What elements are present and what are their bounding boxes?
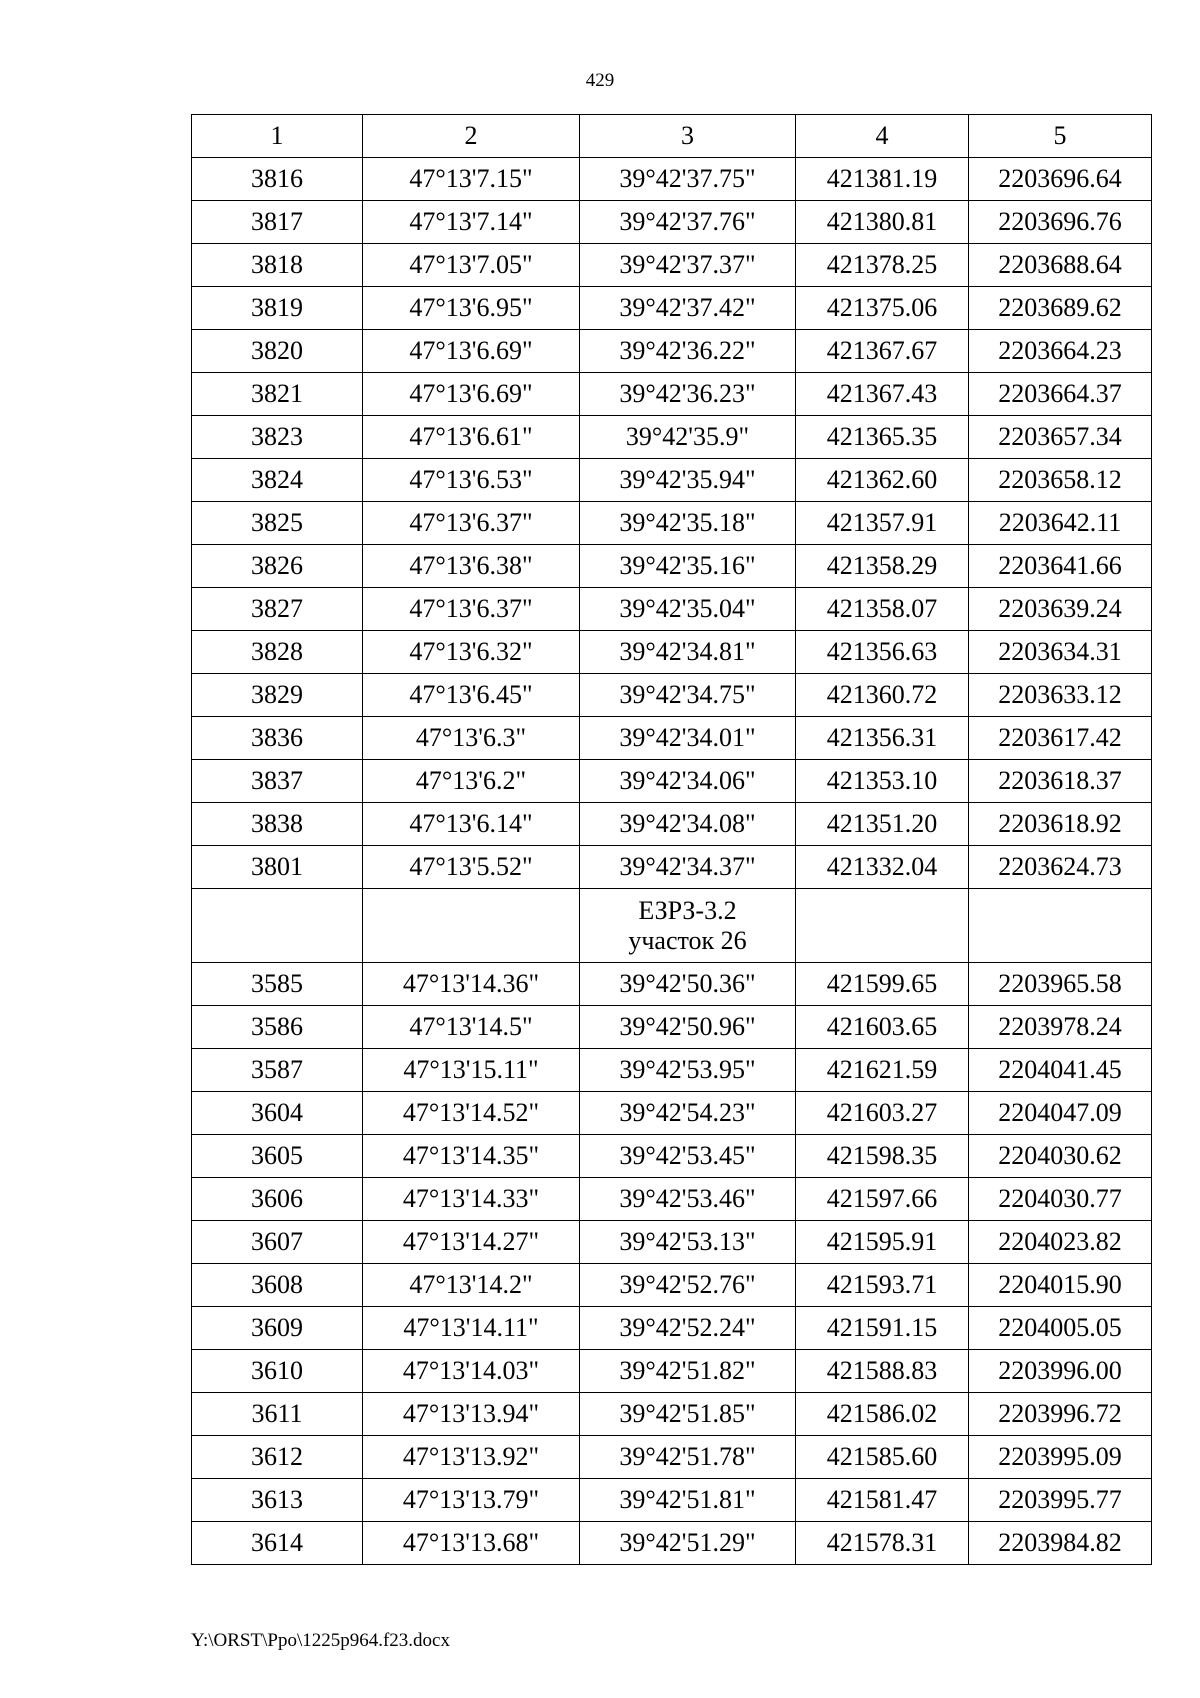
table-cell: 421585.60: [796, 1436, 969, 1479]
table-cell: 3817: [192, 201, 363, 244]
table-cell: 3610: [192, 1350, 363, 1393]
table-cell: 2204041.45: [969, 1049, 1152, 1092]
table-cell: 421357.91: [796, 502, 969, 545]
section-plot-label: участок 26: [628, 925, 747, 955]
table-cell: 2203664.23: [969, 330, 1152, 373]
header-row: [192, 115, 1152, 158]
table-cell: 3819: [192, 287, 363, 330]
table-cell: 47°13'5.52": [363, 846, 580, 889]
table-cell: 3828: [192, 631, 363, 674]
table-cell: 39°42'34.81": [580, 631, 796, 674]
table-cell: 421578.31: [796, 1522, 969, 1565]
table-cell: 421381.19: [796, 158, 969, 201]
table-cell: 3586: [192, 1006, 363, 1049]
table-row: [192, 201, 1152, 244]
table-cell: 47°13'13.68": [363, 1522, 580, 1565]
section-label-cell: [580, 889, 796, 963]
table-cell: 421586.02: [796, 1393, 969, 1436]
table-cell: [796, 889, 969, 963]
table-cell: 421367.43: [796, 373, 969, 416]
table-cell: 47°13'14.35": [363, 1135, 580, 1178]
table-cell: 2203996.00: [969, 1350, 1152, 1393]
table-cell: 2203978.24: [969, 1006, 1152, 1049]
table-cell: 3606: [192, 1178, 363, 1221]
table-row: [192, 760, 1152, 803]
table-cell: 39°42'51.85": [580, 1393, 796, 1436]
table-cell: 47°13'14.03": [363, 1350, 580, 1393]
table-cell: 3821: [192, 373, 363, 416]
table-cell: 39°42'51.29": [580, 1522, 796, 1565]
table-cell: 3587: [192, 1049, 363, 1092]
table-cell: 39°42'53.95": [580, 1049, 796, 1092]
table-cell: 39°42'35.9": [580, 416, 796, 459]
table-cell: 421588.83: [796, 1350, 969, 1393]
table-row: [192, 1307, 1152, 1350]
table-cell: 421353.10: [796, 760, 969, 803]
table-cell: 47°13'14.2": [363, 1264, 580, 1307]
table-cell: 3824: [192, 459, 363, 502]
table-cell: 421358.07: [796, 588, 969, 631]
table-cell: 3611: [192, 1393, 363, 1436]
table-row: [192, 1436, 1152, 1479]
table-row: [192, 545, 1152, 588]
table-cell: 39°42'50.96": [580, 1006, 796, 1049]
table-cell: 47°13'6.53": [363, 459, 580, 502]
table-cell: 2203965.58: [969, 963, 1152, 1006]
table-row: [192, 1178, 1152, 1221]
table-row: [192, 1393, 1152, 1436]
column-header: 3: [580, 115, 796, 158]
table-cell: [363, 889, 580, 963]
table-cell: 39°42'53.45": [580, 1135, 796, 1178]
section-zone-label: ЕЗРЗ-3.2: [638, 895, 737, 925]
table-row: [192, 1479, 1152, 1522]
table-cell: 421599.65: [796, 963, 969, 1006]
table-cell: 47°13'6.61": [363, 416, 580, 459]
table-cell: 47°13'14.27": [363, 1221, 580, 1264]
table-body-part2: [192, 963, 1152, 1565]
table-cell: 47°13'6.37": [363, 588, 580, 631]
table-cell: 421378.25: [796, 244, 969, 287]
table-row: [192, 588, 1152, 631]
table-cell: 3827: [192, 588, 363, 631]
table-cell: 47°13'14.52": [363, 1092, 580, 1135]
table-cell: 2204030.77: [969, 1178, 1152, 1221]
table-cell: 3829: [192, 674, 363, 717]
table-cell: 47°13'7.05": [363, 244, 580, 287]
table-cell: 39°42'37.42": [580, 287, 796, 330]
coordinates-table: [191, 114, 1152, 1565]
table-row: [192, 1221, 1152, 1264]
column-header: 4: [796, 115, 969, 158]
table-cell: 2203641.66: [969, 545, 1152, 588]
table-cell: 39°42'35.94": [580, 459, 796, 502]
table-cell: 3801: [192, 846, 363, 889]
table-cell: 47°13'6.69": [363, 330, 580, 373]
table-cell: 421581.47: [796, 1479, 969, 1522]
table-cell: 3605: [192, 1135, 363, 1178]
table-cell: 3612: [192, 1436, 363, 1479]
table-cell: 2203618.92: [969, 803, 1152, 846]
table-cell: 39°42'52.24": [580, 1307, 796, 1350]
column-header: 1: [192, 115, 363, 158]
table-cell: 2203995.09: [969, 1436, 1152, 1479]
table-cell: 2203617.42: [969, 717, 1152, 760]
table-cell: 39°42'50.36": [580, 963, 796, 1006]
table-cell: 2203688.64: [969, 244, 1152, 287]
table-cell: 39°42'34.08": [580, 803, 796, 846]
table-cell: 39°42'36.22": [580, 330, 796, 373]
table-row: [192, 1092, 1152, 1135]
table-cell: 39°42'35.16": [580, 545, 796, 588]
table-row: [192, 416, 1152, 459]
table-cell: 39°42'34.37": [580, 846, 796, 889]
table-header: [192, 115, 1152, 158]
table-cell: 47°13'14.36": [363, 963, 580, 1006]
table-cell: 39°42'37.75": [580, 158, 796, 201]
table-cell: 3609: [192, 1307, 363, 1350]
column-header: 2: [363, 115, 580, 158]
table-cell: 47°13'6.95": [363, 287, 580, 330]
table-cell: 2203984.82: [969, 1522, 1152, 1565]
section-row: [192, 889, 1152, 963]
table-row: [192, 674, 1152, 717]
table-cell: 421362.60: [796, 459, 969, 502]
table-cell: 3816: [192, 158, 363, 201]
table-cell: 47°13'6.37": [363, 502, 580, 545]
table-row: [192, 373, 1152, 416]
table-cell: 2204023.82: [969, 1221, 1152, 1264]
table-cell: 47°13'6.69": [363, 373, 580, 416]
table-cell: 47°13'14.11": [363, 1307, 580, 1350]
table-cell: 421595.91: [796, 1221, 969, 1264]
table-cell: 47°13'13.92": [363, 1436, 580, 1479]
table-cell: 47°13'13.79": [363, 1479, 580, 1522]
page-number: 429: [585, 70, 615, 91]
table-cell: 421598.35: [796, 1135, 969, 1178]
table-row: [192, 717, 1152, 760]
table-row: [192, 244, 1152, 287]
table-cell: 39°42'52.76": [580, 1264, 796, 1307]
table-cell: 3614: [192, 1522, 363, 1565]
table-cell: 3585: [192, 963, 363, 1006]
table-cell: 421356.63: [796, 631, 969, 674]
table-cell: 2204047.09: [969, 1092, 1152, 1135]
table-cell: 421375.06: [796, 287, 969, 330]
table-cell: 421621.59: [796, 1049, 969, 1092]
table-cell: 421380.81: [796, 201, 969, 244]
table-cell: 47°13'14.5": [363, 1006, 580, 1049]
table-row: [192, 1049, 1152, 1092]
table-cell: 47°13'6.45": [363, 674, 580, 717]
table-cell: 2204015.90: [969, 1264, 1152, 1307]
table-cell: 421360.72: [796, 674, 969, 717]
table-cell: 2204030.62: [969, 1135, 1152, 1178]
table-row: [192, 158, 1152, 201]
table-cell: 39°42'54.23": [580, 1092, 796, 1135]
table-cell: 47°13'7.14": [363, 201, 580, 244]
table-cell: 39°42'34.06": [580, 760, 796, 803]
table-cell: 421356.31: [796, 717, 969, 760]
table-cell: 47°13'7.15": [363, 158, 580, 201]
table-cell: 421603.65: [796, 1006, 969, 1049]
table-cell: 421358.29: [796, 545, 969, 588]
table-row: [192, 502, 1152, 545]
table-cell: 47°13'6.2": [363, 760, 580, 803]
table-cell: 47°13'6.14": [363, 803, 580, 846]
table-cell: 39°42'36.23": [580, 373, 796, 416]
table-cell: 47°13'14.33": [363, 1178, 580, 1221]
table-cell: 3607: [192, 1221, 363, 1264]
table-cell: 47°13'6.38": [363, 545, 580, 588]
table-row: [192, 1135, 1152, 1178]
table-cell: 39°42'51.82": [580, 1350, 796, 1393]
table-cell: 421603.27: [796, 1092, 969, 1135]
table-cell: 39°42'37.37": [580, 244, 796, 287]
table-cell: 2203633.12: [969, 674, 1152, 717]
table-body-part1: [192, 158, 1152, 889]
table-cell: 39°42'35.18": [580, 502, 796, 545]
table-cell: 3604: [192, 1092, 363, 1135]
table-cell: 39°42'35.04": [580, 588, 796, 631]
table-row: [192, 1522, 1152, 1565]
table-cell: 421367.67: [796, 330, 969, 373]
table-cell: 3826: [192, 545, 363, 588]
table-cell: 421365.35: [796, 416, 969, 459]
table-cell: 47°13'15.11": [363, 1049, 580, 1092]
table-cell: 421332.04: [796, 846, 969, 889]
table-cell: [969, 889, 1152, 963]
table-cell: 2203996.72: [969, 1393, 1152, 1436]
table-cell: 2203696.76: [969, 201, 1152, 244]
table-row: [192, 803, 1152, 846]
table-cell: 2203696.64: [969, 158, 1152, 201]
table-cell: 2203634.31: [969, 631, 1152, 674]
table-cell: 3608: [192, 1264, 363, 1307]
table-cell: 3837: [192, 760, 363, 803]
table-cell: 421591.15: [796, 1307, 969, 1350]
table-cell: 2203657.34: [969, 416, 1152, 459]
table-row: [192, 1264, 1152, 1307]
table-cell: 2204005.05: [969, 1307, 1152, 1350]
table-cell: 39°42'34.75": [580, 674, 796, 717]
table-row: [192, 1006, 1152, 1049]
table-row: [192, 459, 1152, 502]
table-cell: 2203995.77: [969, 1479, 1152, 1522]
table-cell: 2203689.62: [969, 287, 1152, 330]
table-cell: 39°42'53.13": [580, 1221, 796, 1264]
table-cell: 39°42'37.76": [580, 201, 796, 244]
table-cell: 3818: [192, 244, 363, 287]
table-cell: 421597.66: [796, 1178, 969, 1221]
table-cell: 3836: [192, 717, 363, 760]
table-cell: 3823: [192, 416, 363, 459]
table-row: [192, 1350, 1152, 1393]
table-cell: 39°42'51.81": [580, 1479, 796, 1522]
table-cell: 3820: [192, 330, 363, 373]
table-cell: 39°42'53.46": [580, 1178, 796, 1221]
table-row: [192, 963, 1152, 1006]
table-cell: 3825: [192, 502, 363, 545]
table-cell: 2203664.37: [969, 373, 1152, 416]
table-cell: 3613: [192, 1479, 363, 1522]
table-cell: 47°13'6.32": [363, 631, 580, 674]
table-row: [192, 631, 1152, 674]
table-cell: 2203658.12: [969, 459, 1152, 502]
table-cell: 39°42'51.78": [580, 1436, 796, 1479]
table-cell: 3838: [192, 803, 363, 846]
section-body: [192, 889, 1152, 963]
table-row: [192, 287, 1152, 330]
table-cell: 2203639.24: [969, 588, 1152, 631]
table-cell: 47°13'6.3": [363, 717, 580, 760]
table-cell: 39°42'34.01": [580, 717, 796, 760]
table-cell: 2203624.73: [969, 846, 1152, 889]
table-cell: [192, 889, 363, 963]
table-row: [192, 330, 1152, 373]
table-cell: 421351.20: [796, 803, 969, 846]
column-header: 5: [969, 115, 1152, 158]
table-cell: 47°13'13.94": [363, 1393, 580, 1436]
table-cell: 421593.71: [796, 1264, 969, 1307]
table-row: [192, 846, 1152, 889]
footer-file-path: Y:\ORST\Ppo\1225p964.f23.docx: [191, 1630, 450, 1651]
table-cell: 2203618.37: [969, 760, 1152, 803]
table-cell: 2203642.11: [969, 502, 1152, 545]
